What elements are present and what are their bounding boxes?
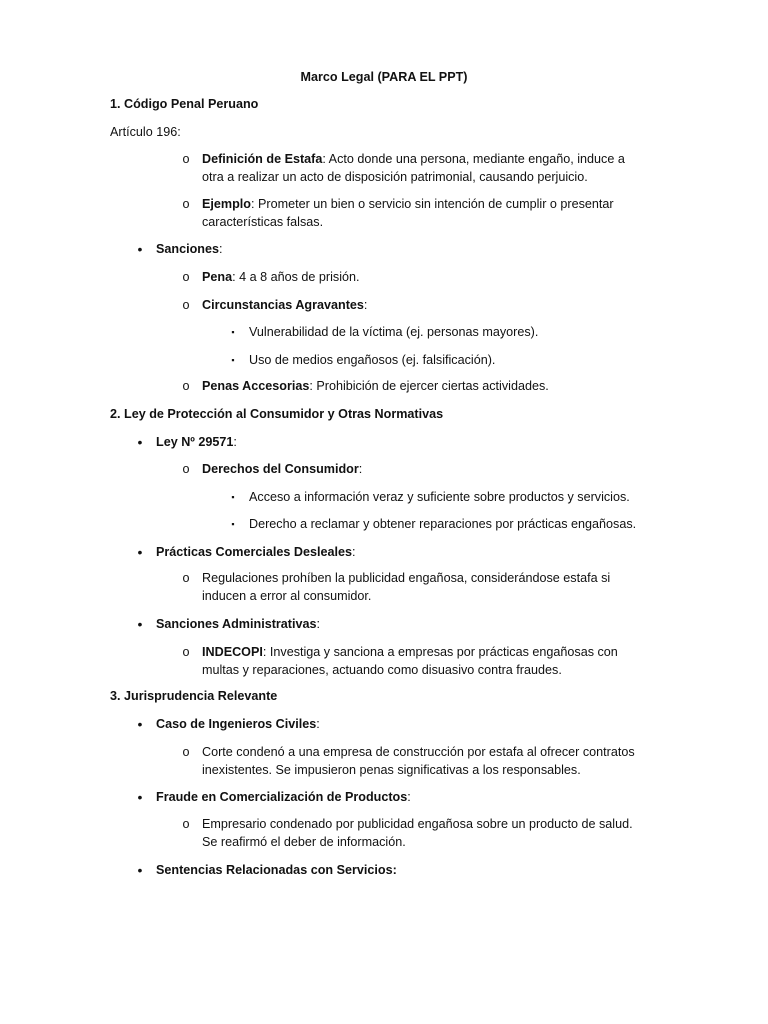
bullet-marker: o <box>182 270 190 284</box>
list-item: o Empresario condenado por publicidad engañosa sobre un producto de salud. Se reafirmó el deber de información. <box>202 815 662 851</box>
list-item: o Ejemplo: Prometer un bien o servicio sin intención de cumplir o presentar características falsas. <box>202 195 662 231</box>
list-item: o Corte condenó a una empresa de construcción por estafa al ofrecer contratos inexistentes. Se impusieron penas significativas a los responsables. <box>202 743 662 779</box>
list-item: o Pena: 4 a 8 años de prisión. <box>202 268 662 286</box>
bullet-marker: • <box>137 789 143 805</box>
list-item: • Fraude en Comercialización de Productos: <box>156 788 656 806</box>
list-item: o Derechos del Consumidor: <box>202 460 662 478</box>
bullet-marker: o <box>182 152 190 166</box>
bullet-marker: o <box>182 462 190 476</box>
bullet-marker: o <box>182 745 190 759</box>
bullet-marker: o <box>182 571 190 585</box>
bullet-marker: • <box>137 616 143 632</box>
bullet-marker: o <box>182 197 190 211</box>
list-item: • Prácticas Comerciales Desleales: <box>156 543 656 561</box>
bullet-marker: • <box>137 241 143 257</box>
bullet-marker: o <box>182 645 190 659</box>
list-item: • Sanciones Administrativas: <box>156 615 656 633</box>
list-item: ▪ Vulnerabilidad de la víctima (ej. personas mayores). <box>249 323 669 341</box>
list-item: ▪ Acceso a información veraz y suficiente sobre productos y servicios. <box>249 488 669 506</box>
bullet-marker: o <box>182 817 190 831</box>
list-item: o Definición de Estafa: Acto donde una persona, mediante engaño, induce a otra a realizar un acto de disposición patrimonial, causando perjuicio. <box>202 150 662 186</box>
article-label: Artículo 196: <box>110 125 181 139</box>
list-item: o Circunstancias Agravantes: <box>202 296 662 314</box>
list-item: ▪ Derecho a reclamar y obtener reparaciones por prácticas engañosas. <box>249 515 669 533</box>
bullet-marker: • <box>137 434 143 450</box>
bullet-marker: ▪ <box>231 327 235 337</box>
bullet-marker: • <box>137 862 143 878</box>
list-item: o INDECOPI: Investiga y sanciona a empresas por prácticas engañosas con multas y reparaciones, actuando como disuasivo contra fraudes. <box>202 643 662 679</box>
bullet-marker: • <box>137 544 143 560</box>
list-item: • Sanciones: <box>156 240 656 258</box>
list-item: o Regulaciones prohíben la publicidad engañosa, considerándose estafa si inducen a error al consumidor. <box>202 569 662 605</box>
list-item: o Penas Accesorias: Prohibición de ejercer ciertas actividades. <box>202 377 662 395</box>
section-heading-1: 1. Código Penal Peruano <box>110 97 259 111</box>
list-item: • Ley Nº 29571: <box>156 433 656 451</box>
section-heading-2: 2. Ley de Protección al Consumidor y Otras Normativas <box>110 407 444 421</box>
document-title: Marco Legal (PARA EL PPT) <box>300 70 468 84</box>
bullet-marker: o <box>182 298 190 312</box>
list-item: • Caso de Ingenieros Civiles: <box>156 715 656 733</box>
section-heading-3: 3. Jurisprudencia Relevante <box>110 689 278 703</box>
list-item: ▪ Uso de medios engañosos (ej. falsificación). <box>249 351 669 369</box>
bullet-marker: ▪ <box>231 492 235 502</box>
list-item: • Sentencias Relacionadas con Servicios: <box>156 861 656 879</box>
bullet-marker: ▪ <box>231 355 235 365</box>
bullet-marker: • <box>137 716 143 732</box>
bullet-marker: ▪ <box>231 519 235 529</box>
bullet-marker: o <box>182 379 190 393</box>
